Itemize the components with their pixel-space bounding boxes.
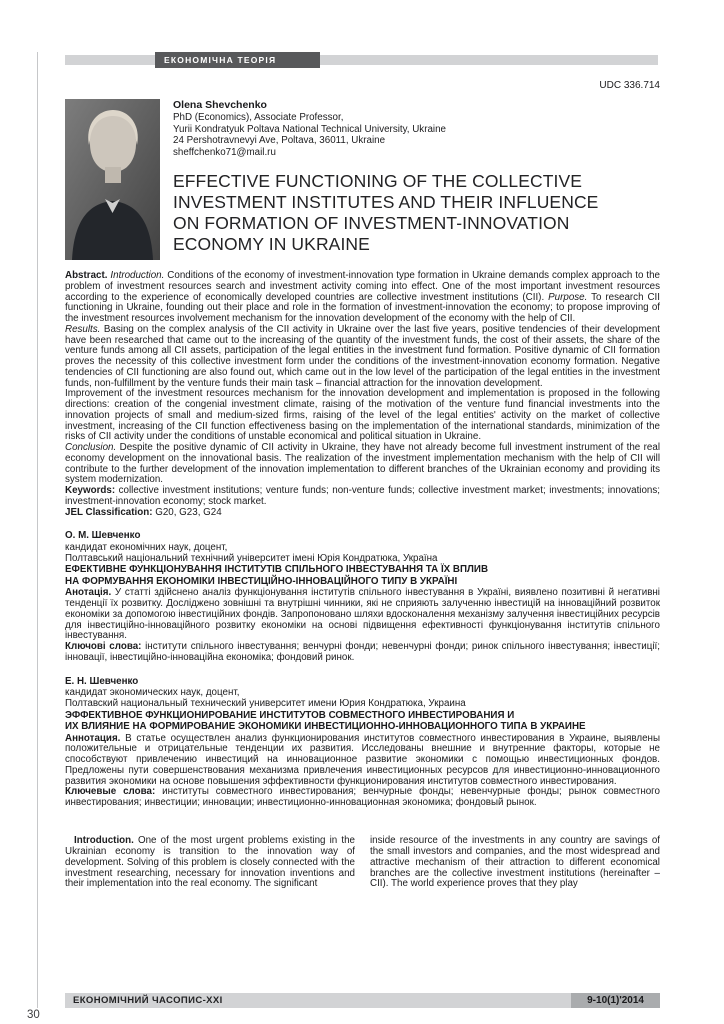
keywords-uk [65,642,660,664]
abstract-paragraph-conclusion [65,443,660,486]
ukrainian-block [65,530,660,663]
introduction-body-right [370,836,660,891]
author-affiliation: Yurii Kondratyuk Poltava National Technical University, Ukraine [173,123,446,135]
abstract-label-uk: Анотація. [65,587,112,599]
introduction-paragraph [65,836,355,891]
introduction-body-left: One of the most urgent problems existing in the Ukrainian economy is transition to the innovation way of development. Solving of this problem is closely connected with the investment researching, necessary for innovation inventions and their implementation into the real economy. The significant [65,834,355,890]
header-strip [65,55,658,65]
abstract-paragraph-improvement [65,389,660,443]
body-column-right [370,836,660,891]
footer-bar [65,993,660,1008]
keywords-ru [65,787,660,809]
abstract-label-ru: Аннотация. [65,732,121,744]
conclusion-text: Despite the positive dynamic of CII activity in Ukraine, they have not already become full investment instrument of the real economy development on the innovational basis. The realization of the investment implementation mechanism with the help of CII will contribute to the further development of the innovation implementation to different branches of the Ukrainian economy and providing its system modernization. [65,442,660,486]
udc-code: UDC 336.714 [599,80,660,91]
section-label: ЕКОНОМІЧНА ТЕОРІЯ [155,52,320,68]
author-position-uk: кандидат економічних наук, доцент, [65,541,228,553]
introduction-text: Conditions of the economy of investment-innovation type formation in Ukraine demands complex approach to the problem of investment resources search and investment activity coming into effect. One of the most important investment resources according to the experience of economically developed countries are collective investment institutions (CII). [65,270,660,303]
author-name-uk: О. М. Шевченко [65,530,141,542]
issue-label: 9-10(1)'2014 [571,993,660,1008]
author-name-ru: Е. Н. Шевченко [65,675,139,687]
author-portrait-illustration [65,99,160,260]
jel-classification [65,508,660,519]
article-title-uk-line: НА ФОРМУВАННЯ ЕКОНОМІКИ ІНВЕСТИЦІЙНО-ІННОВАЦІЙНОГО ТИПУ В УКРАЇНІ [65,575,458,587]
abstract-text-ru: В статье осуществлен анализ функционирования институтов совместного инвестирования в Украине, выявлены положительные и отрицательные тенденции их развития. Исследованы внешние и внутренние факторы, которые не способствуют привлечению инвестиций на инновационное развитие экономики с помощью инвестиционных фондов. Предложены пути совершенствования механизма привлечения инвестиционных ресурсов для инвестиционно-инновационного развития экономики на основе повышения эффективности функционирования институтов совместного инвестирования. [65,732,660,787]
purpose-text: To research CII functioning in Ukraine, founding out their place and role in the formation of investment-innovation the economy; to propose improving of the investment resources involvement mechanism for the innovation development of the economy with the help of CII. [65,291,660,324]
keywords-text-ru: институты совместного инвестирования; венчурные фонды; невенчурные фонды; рынок совместного инвестирования; инвестиции; инновации; инвестиционно-инновационная экономика; фондовый рынок. [65,786,660,809]
conclusion-label: Conclusion. [65,442,117,453]
results-label: Results. [65,323,101,335]
abstract-label: Abstract. [65,270,108,281]
jel-label: JEL Classification: [65,506,153,518]
author-name: Olena Shevchenko [173,99,267,111]
article-title-line: ECONOMY IN UKRAINE [173,234,370,255]
journal-name: ЕКОНОМІЧНИЙ ЧАСОПИС-XXI [73,995,223,1006]
author-photo [65,99,160,260]
keywords-label-uk: Ключові слова: [65,641,142,653]
jel-codes: G20, G23, G24 [155,506,222,518]
left-margin-rule [37,52,38,1008]
abstract-ru [65,734,660,788]
author-affiliation-uk: Полтавський національний технічний університет імені Юрія Кондратюка, Україна [65,553,438,565]
introduction-heading: Introduction. [74,834,134,846]
author-position: PhD (Economics), Associate Professor, [173,112,344,123]
keywords-text: collective investment institutions; venture funds; non-venture funds; collective investment market; investments; innovations; investment-innovation economy; stock market. [65,485,660,507]
keywords-label-ru: Ключевые слова: [65,786,156,798]
author-meta [173,99,598,260]
section-header [65,52,660,68]
page-content [65,0,660,890]
article-title-uk [65,564,660,587]
article-title [173,171,598,255]
russian-block [65,676,660,809]
article-title-ru-line: ЭФФЕКТИВНОЕ ФУНКЦИОНИРОВАНИЕ ИНСТИТУТОВ СОВМЕСТНОГО ИНВЕСТИРОВАНИЯ И [65,709,515,721]
keywords-en [65,486,660,508]
article-title-line: EFFECTIVE FUNCTIONING OF THE COLLECTIVE [173,171,583,192]
introduction-label: Introduction. [110,270,165,281]
author-address: 24 Pershotravnevyi Ave, Poltava, 36011, Ukraine [173,135,386,147]
article-title-ru-line: ИХ ВЛИЯНИЕ НА ФОРМИРОВАНИЕ ЭКОНОМИКИ ИНВЕСТИЦИОННО-ИННОВАЦИОННОГО ТИПА В УКРАИНЕ [65,721,586,733]
abstract-paragraph-intro-purpose [65,271,660,325]
article-title-line: ON FORMATION OF INVESTMENT-INNOVATION [173,213,570,234]
improvement-text: Improvement of the investment resources mechanism for the innovation development and implementation is proposed in the following directions: creation of the congenial investment climate, raising of the motivation of the venture fund financial investments into the innovation projects of small and medium-sized firms, raising of the level of the legal entities' activity on the market of collective investment, increasing of the CII function effectiveness basing on the implementation of the international standards, minimization of the risks of CII activity under the conditions of unstable economical and political situation in Ukraine. [65,388,660,443]
abstract-paragraph-results [65,325,660,390]
article-title-line: INVESTMENT INSTITUTES AND THEIR INFLUENCE [173,192,599,213]
purpose-label: Purpose. [548,291,588,303]
author-email: sheffchenko71@mail.ru [173,146,276,158]
article-title-ru [65,710,660,733]
author-position-ru: кандидат экономических наук, доцент, [65,686,240,698]
article-body-columns [65,836,660,891]
page-number: 30 [27,1009,40,1021]
introduction-body-right-text: inside resource of the investments in any country are savings of the small investors and companies, and the most widespread and attractive mechanism of their attraction to different economical branches are the collective investment institutions (hereinafter – CII). The world experience proves that they play [370,834,660,890]
keywords-label: Keywords: [65,485,116,496]
body-column-left [65,836,355,891]
article-title-uk-line: ЕФЕКТИВНЕ ФУНКЦІОНУВАННЯ ІНСТИТУТІВ СПІЛЬНОГО ІНВЕСТУВАННЯ ТА ЇХ ВПЛИВ [65,564,489,576]
page-footer [65,993,660,1008]
keywords-text-uk: інститути спільного інвестування; венчурні фонди; невенчурні фонди; ринок спільного інвестування; інвестиції; інновації, інвестиційно-інноваційна економіка; фондовий ринок. [65,641,660,663]
results-text: Basing on the complex analysis of the CII activity in Ukraine over the last five years, positive tendencies of their development have been researched that came out to the increasing of the quantity of the investment funds, the cost of their assets, the share of the venture funds among all CII assets, participation of the legal entities in the investment fund formation. Positive dynamic of CII formation proves the necessity of this collective investment form under the conditions of the investment-innovation economy formation. Negative tendencies of CII functioning are also found out, which came out in the low level of the participation of the legal entities in the investment funds, non-fulfillment by the venture funds their main task – financial attraction for the innovation development. [65,323,660,389]
abstract-text-uk: У статті здійснено аналіз функціонування інститутів спільного інвестування в Україні, виявлено позитивні й негативні тенденції їх розвитку. Досліджено зовнішні та внутрішні чинники, які не сприяють залученню інвестицій на інноваційний розвиток економіки за допомогою інвестиційних фондів. Запропоновано шляхи вдосконалення механізму залучення інвестиційних ресурсів для інвестиційно-інноваційного розвитку економіки на основі підвищення ефективності функціонування інститутів спільного інвестування. [65,587,660,642]
author-affiliation-ru: Полтавский национальный технический университет имени Юрия Кондратюка, Украина [65,698,466,710]
author-block [65,99,660,260]
abstract-en [65,271,660,518]
abstract-uk [65,588,660,642]
